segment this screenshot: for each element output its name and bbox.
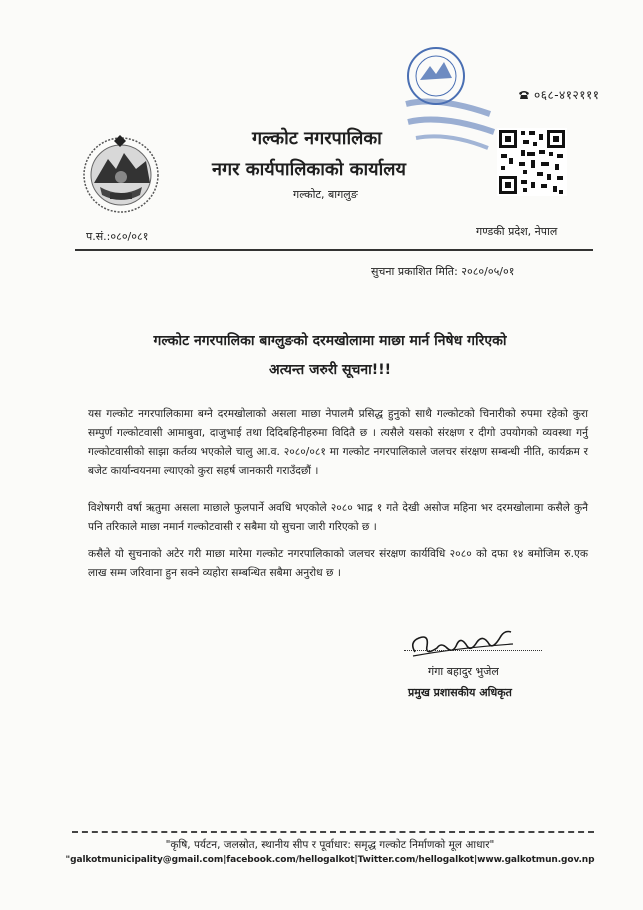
paragraph-text: कसैले यो सुचनाको अटेर गरी माछा मारेमा गल्कोट नगरपालिकाको जलचर संरक्षण कार्यविधि २०८० को दफा १४ बमोजिम रु.एक लाख सम्म जरिवाना हुन सक्ने व्यहोरा सम्बन्धित सबैमा अनुरोध छ । [88,548,588,579]
notice-heading: गल्कोट नगरपालिका बाग्लुङको दरमखोलामा माछा मार्न निषेध गरिएको [153,333,507,349]
signatory-title: प्रमुख प्रशासकीय अधिकृत [408,686,512,699]
notice-heading-urgent: अत्यन्त जरुरी सूचना!!! [269,362,391,378]
phone-icon [518,89,530,100]
phone-number [518,86,600,103]
footer-contact-links[interactable]: "galkotmunicipality@gmail.com|facebook.com/hellogalkot|Twitter.com/hellogalkot|www.galkotmun.gov.np [65,855,595,865]
office-address: गल्कोट, बागलुङ [293,188,358,201]
phone-number-text: ०६८-४१२१११ [534,88,600,102]
qr-code-icon[interactable] [497,128,567,196]
province-label: गण्डकी प्रदेश, नेपाल [476,225,558,238]
notice-paragraph-1 [88,405,588,481]
paragraph-text: विशेषगरी वर्षा ऋतुमा असला माछाले फुलपार्ने अवधि भएकोले २०८० भाद्र १ गते देखी असोज महिना भर दरमखोलामा कसैले कुनै पनि तरिकाले माछा नमार्न गल्कोटवासी र सबैमा यो सुचना जारी गरिएको छ । [88,502,588,533]
paragraph-text: यस गल्कोट नगरपालिकामा बग्ने दरमखोलाको असला माछा नेपालमै प्रसिद्ध हुनुको साथै गल्कोटको चिनारीको रुपमा रहेको कुरा सम्पुर्ण गल्कोटवासी आमाबुवा, दाजुभाई तथा दिदिबहिनीहरुमा विदितै छ । त्यसैले यसको संरक्षण र दीगो उपयोगको व्यवस्था गर्नु गल्कोटवासीको साझा कर्तव्य भएकोले चालु आ.व. २०८०/०८१ मा गल्कोट नगरपालिकाले जलचर संरक्षण सम्बन्धी नीति, कार्यक्रम र बजेट कार्यान्वयनमा ल्याएको कुरा सहर्ष जानकारी गराउँदछौं । [88,408,588,477]
nepal-emblem-icon [80,133,162,215]
footer-motto: "कृषि, पर्यटन, जलस्रोत, स्थानीय सीप र पूर्वाधार: समृद्ध गल्कोट निर्माणको मूल आधार" [165,839,495,851]
office-subtitle: नगर कार्यपालिकाको कार्यालय [212,159,406,180]
notice-paragraph-2 [88,499,588,537]
signature-icon [407,622,519,666]
notice-paragraph-3 [88,545,588,583]
reference-number: प.सं.:०८०/०८१ [86,230,149,243]
header-divider [75,249,593,251]
signatory-name: गंगा बहादुर भुजेल [428,665,499,678]
office-name: गल्कोट नगरपालिका [252,128,382,149]
signature-line [404,650,542,651]
footer-divider [72,831,594,833]
office-seal-icon [398,44,498,156]
published-date: सुचना प्रकाशित मिति: २०८०/०५/०१ [371,265,515,278]
